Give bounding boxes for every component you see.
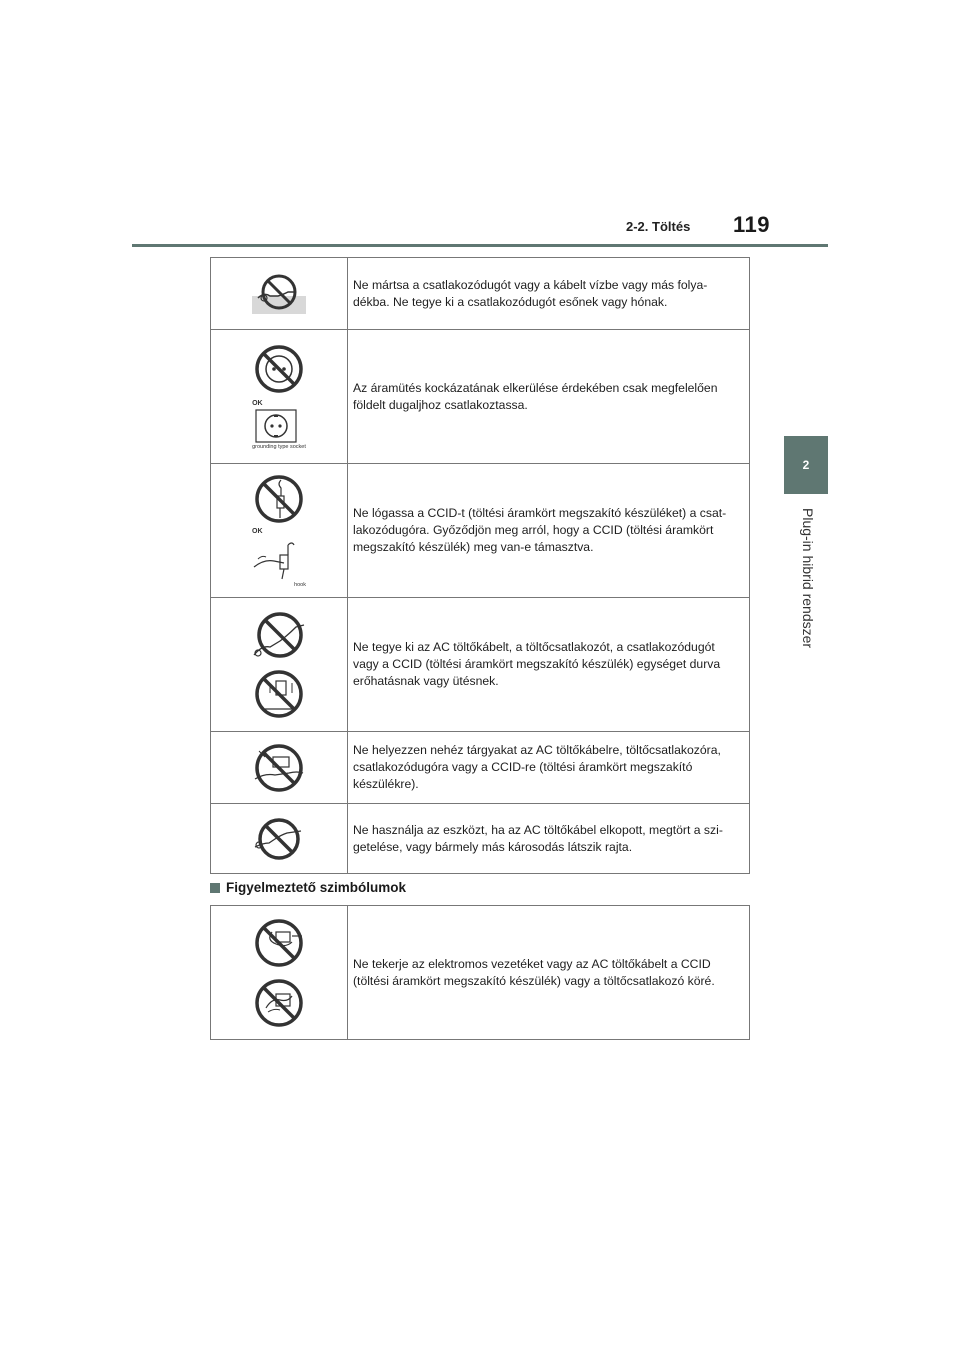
no-dropping-icon	[254, 669, 304, 719]
symbols-table	[210, 905, 750, 1040]
hook-caption: hook	[294, 581, 306, 588]
ok-label: OK	[252, 527, 263, 535]
table-row	[211, 258, 750, 330]
no-wrapping-cable-icon	[252, 918, 306, 968]
chapter-number: 2	[802, 458, 810, 472]
ok-label: OK	[252, 399, 263, 407]
no-dangling-ccid-icon	[254, 474, 304, 524]
warnings-table	[210, 257, 750, 874]
square-bullet-icon	[210, 883, 220, 893]
no-wrapping-connector-icon	[254, 978, 304, 1028]
socket-caption: grounding type socket	[252, 443, 306, 450]
header-divider	[132, 244, 828, 247]
table-row	[211, 330, 750, 464]
table-row	[211, 906, 750, 1040]
warning-text: Az áramütés kockázatának elkerülése érdekében csak megfelelően földelt dugaljhoz csatlakoztassa.	[348, 330, 750, 464]
warning-text: Ne helyezzen nehéz tárgyakat az AC töltőkábelre, töltőcsatlakozóra, csatlakozódugóra vagy a CCID-re (töltési áramkört megszakító készülékre).	[348, 732, 750, 804]
symbol-text: Ne tekerje az elektromos vezetéket vagy az AC töltőkábelt a CCID (töltési áramkört megszakító készülék) vagy a töltőcsatlakozó köré.	[348, 906, 750, 1040]
section-heading-text: Figyelmeztető szimbólumok	[226, 880, 407, 895]
table-row	[211, 804, 750, 874]
table-row	[211, 732, 750, 804]
chapter-number-tab	[784, 436, 828, 494]
warning-text: Ne tegye ki az AC töltőkábelt, a töltőcsatlakozót, a csatlakozódugót vagy a CCID (töltési áramkört megszakító készülék) egységet durva erőhatásnak vagy ütésnek.	[348, 598, 750, 732]
warning-text: Ne használja az eszközt, ha az AC töltőkábel elkopott, megtört a szi-getelése, vagy bármely más károsodás látszik rajta.	[348, 804, 750, 874]
no-damaged-cable-icon	[253, 817, 305, 861]
ccid-on-hook-ok-icon	[252, 537, 306, 581]
no-impact-cable-icon	[250, 611, 308, 661]
no-heavy-objects-icon	[251, 743, 307, 793]
chapter-title: Plug-in hibrid rendszer	[800, 508, 816, 649]
warning-text: Ne mártsa a csatlakozódugót vagy a kábelt vízbe vagy más folya-dékba. Ne tegye ki a csatlakozódugót esőnek vagy hónak.	[348, 258, 750, 330]
section-heading	[210, 880, 406, 895]
warning-text: Ne lógassa a CCID-t (töltési áramkört megszakító készüléket) a csat-lakozódugóra. Győződjön meg arról, hogy a CCID (töltési áramkört megszakító készülék) meg van-e támasztva.	[348, 464, 750, 598]
no-water-connector-icon	[252, 274, 306, 314]
table-row	[211, 598, 750, 732]
page-number: 119	[733, 212, 770, 237]
table-row	[211, 464, 750, 598]
grounded-socket-ok-icon	[252, 409, 300, 443]
no-ungrounded-socket-icon	[254, 344, 304, 394]
section-title: 2-2. Töltés	[626, 219, 691, 234]
